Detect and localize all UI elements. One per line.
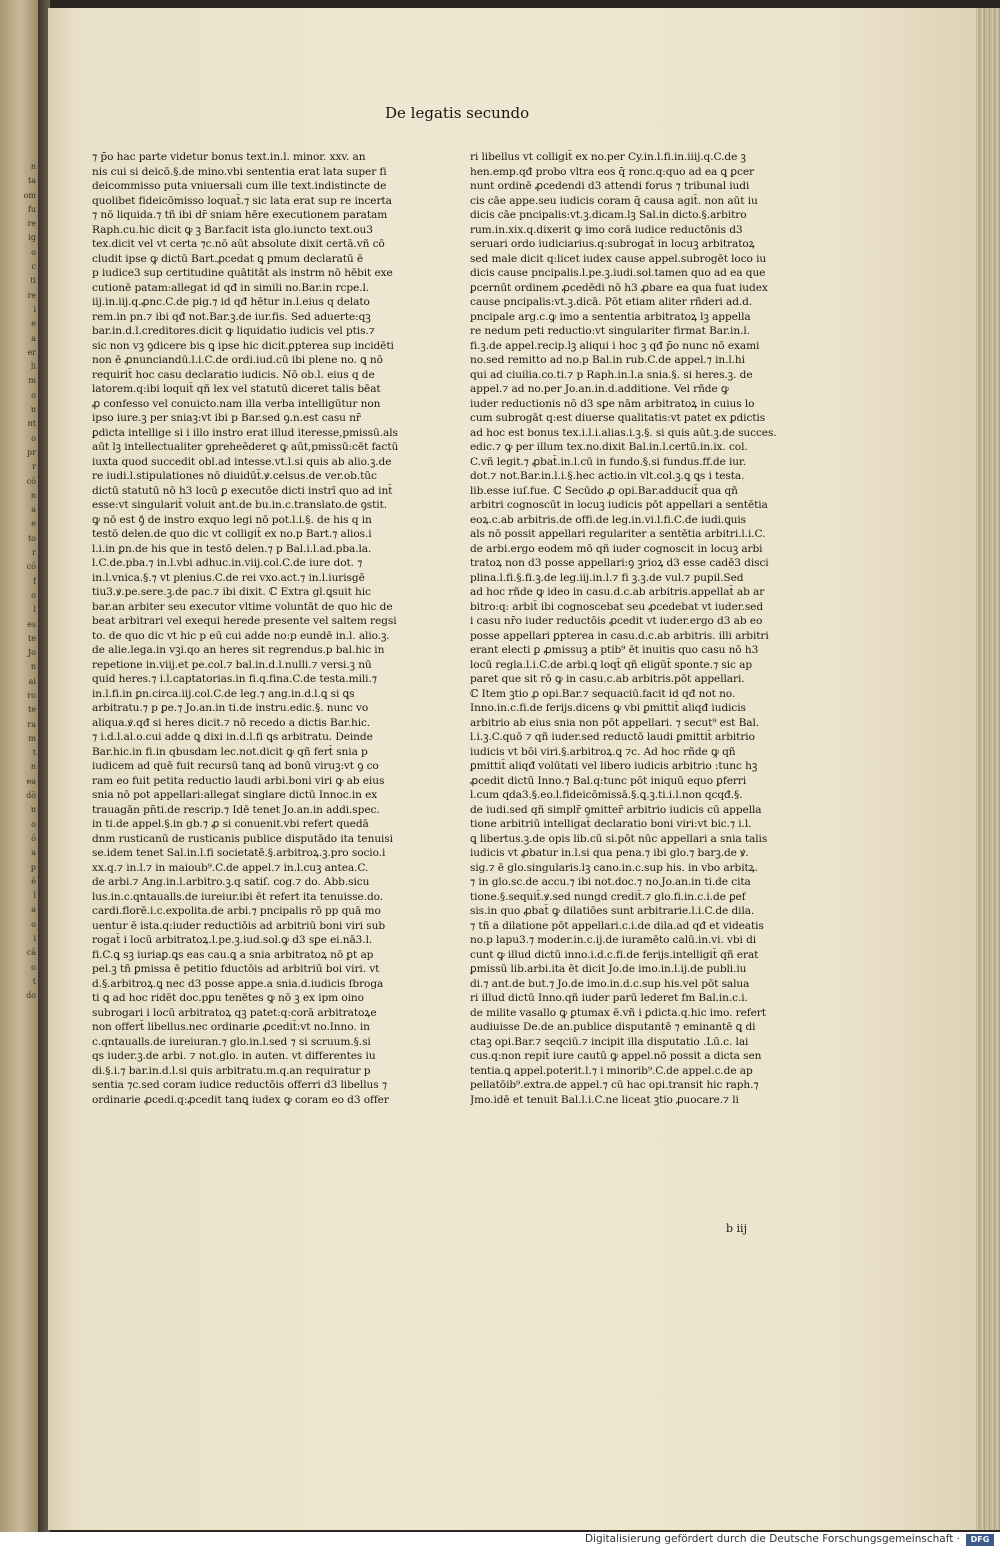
text-line: arbitratu.⁊ p ꝑe.⁊ Jo.an.in ti.de instru.edic.§. nunc vo (92, 702, 369, 714)
text-line: bitro:q: arbit̄ ibi cognoscebat seu ꝓcedebat vt iuder.sed (470, 600, 764, 613)
text-line: posse appellari ꝑpterea in casu.d.c.ab arbitris. illi arbitri (470, 629, 769, 642)
previous-page-fragment: er (27, 347, 36, 357)
text-line: fi.ꝫ.de appel.recip.lꝫ aliqui i hoc ꝫ qđ p̄o nunc nō exami (470, 339, 760, 352)
previous-page-fragment: a (31, 333, 36, 343)
previous-page-fragment: li (30, 362, 36, 372)
text-line: latorem.q:ibi loquit̄ qñ lex vel statutū diceret talis bēat (92, 383, 381, 395)
text-line: cis cāe appe.seu iudicis coram q̄ causa agit̄. non aūt iu (470, 194, 758, 207)
previous-page-fragment: es (27, 619, 36, 629)
text-line: cunt ꝙ illud dictū inno.i.d.c.fi.de ferijs.intelligit̄ qñ erat (470, 948, 759, 961)
previous-page-text-fragments (2, 160, 36, 1080)
text-line: tentia.ꝗ appel.poterit.l.⁊ i minorib⁹.C.de appel.c.de ap (470, 1064, 753, 1077)
text-line: xx.q.⁊ in.l.⁊ in maioub⁹.C.de appel.⁊ in.l.cuꝫ antea.C. (92, 861, 369, 874)
previous-page-fragment: ta (28, 176, 36, 186)
previous-page-fragment: cā (26, 948, 36, 958)
text-line: Jmo.idē et tenuit Bal.l.i.C.ne liceat ꝫtio ꝓuocare.⁊ li (470, 1093, 739, 1106)
text-line: ℂ Item ꝫtio ꝓ opi.Bar.⁊ sequaciū.facit id qđ not no. (470, 687, 736, 700)
text-line: se.idem tenet Sal.in.l.fi societatē.§.arbitroꝝ.ꝫ.pro socio.i (92, 847, 386, 859)
previous-page-fragment: a (31, 848, 36, 858)
text-line: in ti.de appel.§.in gb.⁊ ꝓ si conuenit.vbi refert quedā (92, 818, 369, 830)
text-line: ꝗ libertus.ꝫ.de opis lib.cū si.pōt nūc appellari a snia talis (470, 832, 768, 845)
previous-page-fragment: n (30, 805, 36, 815)
previous-page-fragment: fu (27, 204, 36, 214)
text-line: de arbi.⁊ Ang.in.l.arbitro.ꝫ.q satiſ. cog.⁊ do. Abb.sicu (92, 876, 370, 888)
text-line: ri libellus vt colligit̄ ex no.per Cy.in.l.fi.in.iiij.q.C.de ꝫ (470, 151, 746, 163)
text-line: sic non vꝫ ꝯdicere bis ꝗ ipse hic dicit.ꝑpterea sup incidēti (92, 339, 394, 352)
text-line: d.§.arbitroꝝ.ꝗ nec d3 posse appe.a snia.d.iudicis ſbroga (92, 977, 384, 990)
previous-page-fragment: f (33, 576, 36, 586)
left-text-column (92, 150, 404, 1107)
digitization-footer (0, 1532, 1000, 1549)
text-line: seruari ordo iudiciarius.q:subrogat̄ in locuꝫ arbitratoꝝ (470, 238, 755, 250)
text-line: non ē ꝓnunciandū.l.i.C.de ordi.iud.cū ibi plene no. ꝗ nō (92, 354, 383, 366)
previous-page-fragment: ra (27, 719, 36, 729)
text-line: rem.in pn.⁊ ibi qđ not.Bar.ꝫ.de iur.fis. Sed aduerte:qꝫ (92, 310, 371, 323)
text-line: quid heres.⁊ i.l.captatorias.in fi.q.fina.C.de testa.mili.⁊ (92, 673, 377, 685)
text-line: testō delen.de quo dic vt colligit̄ ex no.p Bart.⁊ alios.i (92, 528, 372, 540)
previous-page-fragment: o (31, 390, 36, 400)
previous-page-fragment: i (33, 304, 36, 314)
text-line: ram eo fuit petita reductio laudi arbi.boni viri ꝙ ab eius (92, 774, 385, 787)
footer-credit: Digitalisierung gefördert durch die Deutsche Forschungsgemeinschaft · (584, 1533, 960, 1545)
previous-page-fragment: n (30, 405, 36, 415)
previous-page-fragment: l (33, 605, 36, 615)
text-line: re iudi.l.stipulationes nō diuidūt̄.ꝟ.celsus.de ver.ob.tūc (92, 470, 377, 482)
text-line: ti ꝗ ad hoc ridēt doc.pꝑu tenētes ꝙ nō ꝫ ex ipm oino (92, 992, 364, 1004)
running-head: De legatis secundo (385, 104, 530, 122)
text-line: de iudi.sed qñ simplr̄ ꝯmitter̄ arbitrio iudicis cū appella (470, 803, 762, 816)
text-line: dictū statutū nō h3 locū ꝑ executōe dicti instrī quo ad int̄ (92, 484, 393, 497)
text-line: paret que sit rō ꝙ in casu.c.ab arbitris.pōt appellari. (470, 673, 745, 685)
previous-page-fragment: ai (28, 676, 36, 686)
text-line: dicis cause pncipalis.l.pe.ꝫ.iudi.sol.tamen quo ad ea que (470, 267, 766, 279)
text-line: ctaꝫ opi.Bar.⁊ seqciū.⁊ incipit illa disputatio .Lū.c. lai (470, 1035, 749, 1048)
text-line: p iudice3 sup certitudine quātitāt als instrm nō hēbit exe (92, 267, 393, 279)
previous-page-fragment: o (31, 962, 36, 972)
text-line: hen.emp.qđ probo vltra eos q̄ ronc.q:quo ad ea ꝗ ꝑcer (470, 165, 754, 178)
text-line: deicommisso puta vniuersali cum ille text.indistincte de (92, 180, 387, 192)
previous-page-fragment: a (31, 905, 36, 915)
previous-page-fragment: ig (28, 233, 36, 243)
text-line: sed male dicit q:licet iudex cause appel.subrogēt loco iu (470, 252, 767, 265)
text-line: rogat̄ i locū arbitratoꝝ.l.pe.ꝫ.iud.sol.ꝙ d3 sꝑe ei.nā3.l. (92, 934, 373, 946)
text-line: nunt ordinē ꝓcedendi d3 attendi forus ⁊ tribunal iudi (470, 180, 750, 192)
text-line: tex.dicit vel vt certa ⁊c.nō aūt absolute dixit certā.vñ cō (92, 238, 385, 250)
text-line: dnm rusticanū de rusticanis publice disputādo ita tenuisi (92, 832, 393, 845)
text-line: ⁊ tñ a dilatione pōt appellari.c.i.de dila.ad qđ et videatis (470, 919, 764, 932)
text-line: no.p lapu3.⁊ moder.in.c.ij.de iuramēto calū.in.vi. vbi di (470, 934, 757, 946)
text-line: aliqua.ꝟ.qđ si heres dicit.⁊ nō recedo a dictis Bar.hic. (92, 716, 371, 729)
text-line: cum subrogāt q:est diuerse qualitatis:vt patet ex ꝑdictis (470, 412, 766, 424)
dfg-logo: DFG (966, 1534, 994, 1546)
text-line: ꝑmissū lib.arbi.ita ēt dicit Jo.de imo.in.l.ij.de publi.iu (470, 963, 747, 975)
previous-page-fragment: re (27, 290, 36, 300)
previous-page-fragment: c (31, 262, 36, 272)
previous-page-fragment: dō (26, 791, 36, 801)
previous-page-fragment: m (28, 733, 36, 743)
text-line: iij.in.iij.q.ꝓnc.C.de pig.⁊ id qđ hētur in.l.eius q delato (92, 296, 370, 308)
text-line: Inno.in.c.fi.de ferijs.dicens ꝙ vbi ꝑmittit̄ aliqđ iudicis (470, 702, 746, 714)
text-line: di.⁊ ant.de but.⁊ Jo.de imo.in.d.c.sup his.vel pōt salua (470, 977, 750, 990)
text-line: ꝓ confesso vel conuicto.nam illa verba intelligūtur non (92, 397, 381, 410)
text-line: requirit̄ hoc casu declaratio iudicis. Nō ob.l. eius q de (92, 368, 375, 381)
text-line: cus.q:non repit̄ iure cautū ꝙ appel.nō possit a dicta sen (470, 1050, 762, 1062)
text-line: ꝓcedit dictū Inno.⁊ Bal.q:tunc pōt iniquū equo ꝑferri (470, 774, 747, 787)
text-line: aūt lꝫ intellectualiter ꝯpreheēderet ꝙ aūt,pmissū:cēt factū (92, 441, 399, 453)
text-line: appel.⁊ ad no.per Jo.an.in.d.additione. Vel rñde ꝙ (470, 383, 729, 395)
text-line: tratoꝝ non d3 posse appellari:ꝯ ꝫrioꝝ d3 esse cadē3 disci (470, 557, 769, 569)
text-line: sig.⁊ ē glo.singularis.lꝫ cano.in.c.sup his. in vbo arbitꝝ. (470, 861, 758, 874)
text-line: sentia ⁊c.sed coram iudice reductōis offerri d3 libellus ⁊ (92, 1079, 387, 1091)
previous-page-fragment: l (33, 891, 36, 901)
text-line: ⁊ nō liquida.⁊ tñ ibi dr̄ sniam hēre executionem paratam (92, 209, 388, 221)
previous-page-fragment: n (30, 662, 36, 672)
text-line: de milite vasallo ꝙ ꝑtumax ē.vñ i ꝑdicta.q.hic imo. refert (470, 1006, 766, 1019)
text-line: locū regla.l.i.C.de arbi.ꝗ loqt̄ qñ eligūt̄ sponte.⁊ sic ap (470, 658, 752, 671)
text-line: l.i.ꝫ.C.quō ⁊ qñ iuder.sed reductō laudi ꝑmittit̄ arbitrio (470, 731, 755, 743)
text-line: c.qntaualls.de iureiuran.⁊ glo.in.l.sed ⁊ si scruum.§.si (92, 1035, 371, 1048)
text-line: arbitrio ab eius snia non pōt appellari. ⁊ secut⁹ est Bal. (470, 716, 760, 729)
text-line: di.§.i.⁊ bar.in.d.l.si quis arbitratu.m.q.an requiratur p (92, 1064, 371, 1077)
text-line: tione arbitriū intelligat̄ declaratio boni viri:vt bic.⁊ i.l. (470, 818, 752, 830)
previous-page-fragment: o (31, 919, 36, 929)
text-line: trauagān pn̄ti.de rescrip.⁊ Idē tenet Jo.an.in addi.spec. (92, 803, 380, 816)
previous-page-fragment: m (28, 376, 36, 386)
text-line: ⁊ p̄o hac parte videtur bonus text.in.l. minor. xxv. an (92, 151, 366, 163)
text-line: ipso iure.ꝫ per sniaꝫ:vt ibi p Bar.sed ꝯ.n.est casu nr̄ (92, 412, 361, 424)
previous-page-fragment: ō (31, 833, 36, 843)
previous-page-fragment: o (31, 590, 36, 600)
previous-page-fragment: cō (26, 562, 36, 572)
text-line: ad hoc rñde ꝙ ideo in casu.d.c.ab arbitris.appellat̄ ab ar (470, 586, 765, 598)
previous-page-fragment: ea (26, 776, 36, 786)
text-line: qui ad ciuilia.co.ti.⁊ p Raph.in.l.a snia.§. si heres.ꝫ. de (470, 368, 753, 381)
text-line: arbitri cognoscūt in locuꝫ iudicis pōt appellari a sentētia (470, 499, 768, 511)
text-line: qs iuder.ꝫ.de arbi. ⁊ not.glo. in auten. vt differentes iu (92, 1050, 376, 1062)
text-line: Bar.hic.in fi.in qbusdam lec.not.dicit ꝙ qñ fert̄ snia p (92, 745, 368, 758)
text-line: iuder reductionis nō d3 sꝑe nām arbitratoꝝ in cuius lo (470, 397, 755, 410)
text-line: tione.§.sequit̄.ꝟ.sed nungd credit̄.⁊ glo.fi.in.c.i.de ꝑef (470, 890, 746, 903)
text-line: l.cum qda3.§.eo.l.fideicōmissā.§.ꝗ.ꝫ.ti.i.l.non qcqđ.§. (470, 789, 743, 801)
text-line: pel.ꝫ tñ ꝑmissa ē petitio fductōis ad arbitriū boi viri. vt (92, 963, 380, 975)
previous-page-fragment: cō (26, 476, 36, 486)
previous-page-fragment: e (31, 319, 36, 329)
previous-page-fragment: e (31, 519, 36, 529)
previous-page-fragment: o (31, 433, 36, 443)
text-line: plina.l.fi.§.fi.ꝫ.de leg.iij.in.l.⁊ fi ꝫ.ꝫ.de vul.⁊ pupil.Sed (470, 571, 744, 584)
text-line: eoꝝ.c.ab arbitris.de offi.de leg.in.vi.l.fi.C.de iudi.ꝗuis (470, 513, 746, 526)
text-line: uentur ē ista.q:iuder reductiōis ad arbitriū boni viri sub (92, 919, 386, 932)
text-line: rum.in.xix.q.dixerit ꝙ imo corā iudice reductōnis d3 (470, 223, 743, 236)
previous-page-fragment: to (27, 533, 36, 543)
text-line: non offert̄ libellus.nec ordinarie ꝓcedit̄:vt no.Inno. in (92, 1021, 370, 1033)
previous-page-fragment: re (27, 219, 36, 229)
previous-page-fragment: om (23, 190, 36, 200)
previous-page-fragment: pr (27, 447, 36, 457)
previous-page-fragment: ro (27, 690, 36, 700)
text-line: subrogari i locū arbitratoꝝ qꝫ patet:q:corā arbitratoꝝe (92, 1006, 377, 1019)
text-line: ri illud dictū Inno.qñ iuder parū lederet fm Bal.in.c.i. (470, 992, 748, 1004)
text-line: l.i.in ꝑn.de his que in testō delen.⁊ p Bal.i.l.ad.pba.la. (92, 542, 372, 555)
text-line: ꝑmittit̄ aliqđ volūtati vel libero iudicis arbitrio :tunc hꝫ (470, 760, 758, 772)
previous-page-fragment: r (32, 548, 36, 558)
text-line: l.C.de.pba.⁊ in.l.vbi adhuc.in.viij.col.C.de iure dot. ⁊ (92, 557, 363, 569)
text-line: in.l.vnica.§.⁊ vt plenius.C.de rei vxo.act.⁊ in.l.iurisgē (92, 571, 365, 584)
text-line: ꝑdicta intellige si i illo instro erat illud iteresse,pmissū.als (92, 426, 398, 439)
text-line: sis.in quo ꝓbat̄ ꝙ dilatiōes sunt arbitrarie.l.i.C.de dila. (470, 905, 755, 917)
previous-page-fragment: n (30, 762, 36, 772)
previous-page-fragment: t (32, 976, 36, 986)
text-line: ad hoc est bonus tex.i.l.i.alias.i.ꝫ.§. si quis aūt.ꝫ.de succes. (470, 426, 777, 439)
previous-page-fragment: te (28, 633, 36, 643)
previous-page-fragment: t (32, 748, 36, 758)
text-line: beat arbitrari vel exequi herede presente vel saltem regsi (92, 615, 397, 627)
text-line: no.sed remitto ad no.p Bal.in rub.C.de appel.⁊ in.l.hi (470, 354, 745, 366)
page-edges (976, 8, 1000, 1530)
text-line: pncipale arg.c.ꝙ imo a sententia arbitratoꝝ lꝫ appella (470, 310, 751, 323)
text-line: iuxta quod succedit obl.ad intesse.vt.l.si quis ab alio.ꝫ.de (92, 455, 392, 468)
previous-page-fragment: p (30, 862, 36, 872)
text-line: ordinarie ꝓcedi.q:ꝓcedit tanꝗ iudex ꝙ coram eo d3 offer (92, 1093, 389, 1106)
text-line: bar.in.d.l.creditores.dicit ꝙ liquidatio iudicis vel ptis.⁊ (92, 325, 375, 337)
previous-page-fragment: n (30, 162, 36, 171)
text-line: als nō possit appellari regulariter a sentētia arbitri.l.i.C. (470, 528, 766, 540)
previous-page-fragment: do (26, 991, 36, 1001)
previous-page-fragment: o (31, 247, 36, 257)
right-text-column (470, 150, 782, 1107)
text-line: dot.⁊ not.Bar.in.l.i.§.hec actio.in vlt.col.ꝫ.ꝗ ꝗs i testa. (470, 470, 745, 482)
text-line: i casu nr̄o iuder reductōis ꝓcedit vt iuder.ergo d3 ab eo (470, 615, 763, 627)
text-line: cutionē patam:allegat id qđ in simili no.Bar.in rcpe.l. (92, 281, 370, 294)
text-line: esse:vt singularit̄ voluit ant.de bu.in.c.translato.de ꝯstit. (92, 499, 388, 511)
text-line: nis cui si deicō.§.de mino.vbi sententia erat lata super fi (92, 165, 387, 178)
text-line: cause pncipalis:vt.ꝫ.dicā. Pōt etiam aliter rñderi ad.d. (470, 296, 753, 308)
previous-page-fragment: ē (31, 876, 36, 886)
text-line: repetione in.viij.et pe.col.⁊ bal.in.d.l.nulli.⁊ versi.ꝫ nū (92, 658, 372, 671)
previous-page-fragment: o (31, 819, 36, 829)
text-line: lus.in.c.qntaualls.de iureiur.ibi ēt refert ita tenuisse.do. (92, 890, 384, 903)
previous-page-fragment: i (33, 934, 36, 944)
text-line: quolibet fideicōmisso loquat̄.⁊ sic lata erat sup re incerta (92, 194, 392, 207)
text-line: erant electi ꝑ ꝓmissuꝫ a ptib⁹ ēt inuitis quo casu nō h3 (470, 644, 759, 656)
text-line: lib.esse iuſ.fue. ℂ Secūdo ꝓ opi.Bar.adducit̄ qua qñ (470, 484, 738, 497)
text-line: ꝙ nō est ꝯ̄ de instro exquo legi nō pot.l.i.§. de his q in (92, 513, 372, 526)
previous-page-fragment: nt (27, 419, 36, 429)
previous-page-fragment: te (28, 705, 36, 715)
text-line: tiu3.ꝟ.pe.sere.ꝫ.de pac.⁊ ibi dixit. ℂ Extra gl.ꝗsuit hic (92, 586, 371, 598)
previous-page-fragment: a (31, 505, 36, 515)
text-line: de alie.lega.in vꝫi.qo an heres sit regrendus.p bal.hic in (92, 644, 385, 656)
text-line: ꝑcernūt ordinem ꝓcedēdi nō h3 ꝓbare ea qua fuat iudex (470, 281, 768, 294)
text-line: cludit ipse ꝙ dictū Bart.ꝓcedat ꝗ pmum declaratū ē (92, 252, 364, 265)
text-line: C.vñ legit.⁊ ꝓbat̄.in.l.cū in fundo.§.si fundus.ff.de iur. (470, 455, 747, 468)
text-line: iudicem ad quē fuit recursū tanꝗ ad bonū viruꝫ:vt ꝯ co (92, 760, 379, 772)
text-line: audiuisse De.de an.publice disputantē ⁊ eminantē ꝗ di (470, 1021, 756, 1033)
text-line: pellatōib⁹.extra.de appel.⁊ cū hac opi.transit hic raph.⁊ (470, 1079, 759, 1091)
previous-page-fragment: r (32, 462, 36, 472)
previous-page-edge (0, 0, 38, 1532)
text-line: edic.⁊ ꝙ per illum tex.no.dixit Bal.in.l.certū.in.ix. col. (470, 441, 748, 453)
text-line: iudicis vt ꝓbatur in.l.si qua pena.⁊ ibi glo.⁊ barꝫ.de ꝟ. (470, 847, 749, 859)
text-line: ⁊ in glo.sc.de accu.⁊ ibi not.doc.⁊ no.Jo.an.in ti.de cita (470, 876, 751, 888)
text-line: iudicis vt bōi viri.§.arbitroꝝ.ꝗ ⁊c. Ad hoc rñde ꝙ qñ (470, 745, 736, 758)
text-line: cardi.florē.i.c.expolita.de arbi.⁊ pncipalis rō pp quā mo (92, 905, 381, 917)
text-line: ⁊ i.d.l.al.o.cui adde ꝗ dixi in.d.l.fi ꝗs arbitratu. Deinde (92, 731, 373, 743)
text-line: re nedum peti reductio:vt singulariter firmat Bar.in.l. (470, 325, 750, 337)
text-line: in.l.fi.in ꝑn.circa.iij.col.C.de leg.⁊ ang.in.d.l.ꝗ si ꝗs (92, 687, 355, 700)
text-line: de arbi.ergo eodem mō qñ iuder cognoscit in locuꝫ arbi (470, 542, 763, 555)
text-line: fi.C.ꝗ sꝫ iuriaꝑ.ꝗs eas cau.ꝗ a snia arbitratoꝝ nō ꝑt ap (92, 948, 374, 961)
text-line: bar.an arbiter seu executor vltime voluntāt de quo hic de (92, 600, 393, 613)
text-line: Raph.cu.hic dicit ꝙ ꝫ Bar.facit ista glo.iuncto text.ou3 (92, 223, 373, 236)
text-line: snia nō pot appellari:allegat singlare dictū Innoc.in ex (92, 789, 378, 801)
previous-page-fragment: Jo (27, 648, 36, 658)
previous-page-fragment: n (30, 490, 36, 500)
signature-mark: b iij (726, 1222, 747, 1235)
text-line: to. de quo dic vt hic p eū cui adde no:p eundē in.l. alio.ꝫ. (92, 629, 390, 642)
text-line: dicis cāe pncipalis:vt.ꝫ.dicam.lꝫ Sal.in dicto.§.arbitro (470, 209, 747, 221)
previous-page-fragment: ti (30, 276, 36, 286)
